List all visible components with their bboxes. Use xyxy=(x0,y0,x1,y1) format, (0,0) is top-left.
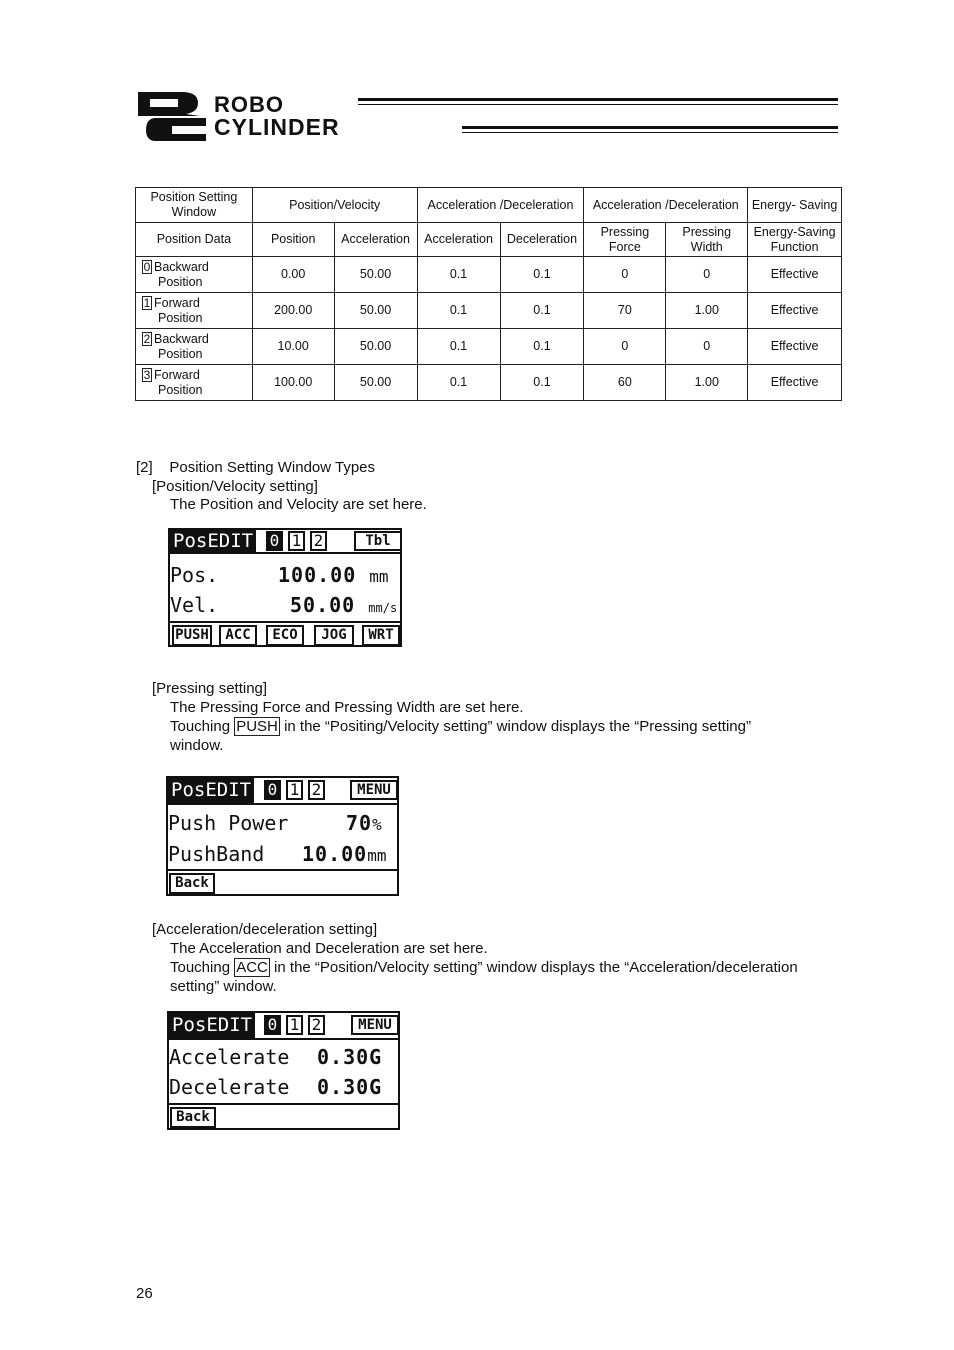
push-band-label: PushBand xyxy=(168,842,265,866)
table-cell: 50.00 xyxy=(334,257,417,293)
table-cell: 0.1 xyxy=(500,293,584,329)
table-cell: Effective xyxy=(748,365,842,401)
section-heading: [2] Position Setting Window Types xyxy=(136,459,376,476)
position-name: Backward xyxy=(154,259,209,274)
table-cell: 1.00 xyxy=(666,293,748,329)
screen-title-bar xyxy=(170,530,400,554)
table-header-cell: Acceleration xyxy=(417,223,500,257)
table-cell: 50.00 xyxy=(334,329,417,365)
back-button[interactable]: Back xyxy=(169,873,215,894)
push-setting-description: The Pressing Force and Pressing Width are set here. xyxy=(170,699,524,716)
pressing-setting-screen xyxy=(166,776,399,896)
push-button[interactable]: PUSH xyxy=(172,625,212,646)
table-header-cell: Deceleration xyxy=(500,223,584,257)
position-number-0[interactable]: 0 xyxy=(264,1015,281,1035)
acceleration-setting-screen xyxy=(167,1011,400,1130)
table-cell: 0.1 xyxy=(500,257,584,293)
screen-title-bar xyxy=(169,1013,398,1040)
position-name-cell xyxy=(136,329,253,365)
header-rule xyxy=(462,126,838,129)
table-cell: 100.00 xyxy=(252,365,334,401)
accelerate-label: Accelerate xyxy=(169,1045,290,1069)
push-key-label: PUSH xyxy=(236,718,278,735)
table-header-cell: Position Setting Window xyxy=(136,188,253,223)
table-row xyxy=(136,293,842,329)
push-power-label: Push Power xyxy=(168,811,289,835)
table-cell: 60 xyxy=(584,365,666,401)
velocity-label: Vel. xyxy=(170,593,219,617)
position-name-line2: Position xyxy=(158,274,203,289)
table-header-row xyxy=(136,223,842,257)
push-touch-instruction-line2: window. xyxy=(170,737,224,754)
table-header-cell: Position Data xyxy=(136,223,253,257)
table-cell: Effective xyxy=(748,257,842,293)
table-header-row xyxy=(136,188,842,223)
table-header-cell: Acceleration /Deceleration xyxy=(417,188,584,223)
eco-button[interactable]: ECO xyxy=(266,625,304,646)
decelerate-label: Decelerate xyxy=(169,1075,290,1099)
position-number-2[interactable]: 2 xyxy=(310,531,327,551)
push-power-value[interactable]: 70% xyxy=(346,811,382,835)
position-number-2[interactable]: 2 xyxy=(308,780,325,800)
logo-word-robo: ROBO xyxy=(214,92,284,117)
acc-key-label: ACC xyxy=(236,959,268,976)
table-cell: 0 xyxy=(584,329,666,365)
footer-bar xyxy=(169,1103,398,1130)
position-name-line2: Position xyxy=(158,346,203,361)
position-index-box: 1 xyxy=(143,295,151,310)
page-number: 26 xyxy=(136,1285,153,1302)
header-rule xyxy=(462,132,838,133)
table-header-cell: Position xyxy=(252,223,334,257)
table-cell: 10.00 xyxy=(252,329,334,365)
position-name: Forward xyxy=(154,367,200,382)
menu-button[interactable]: MENU xyxy=(350,780,398,800)
screen-title: PosEDIT xyxy=(168,778,254,803)
push-touch-instruction: Touching PUSH in the “Positing/Velocity setting” window displays the “Pressing setting” xyxy=(170,718,751,735)
position-index-box: 3 xyxy=(143,367,151,382)
decelerate-value[interactable]: 0.30G xyxy=(317,1075,383,1099)
position-number-2[interactable]: 2 xyxy=(308,1015,325,1035)
pv-setting-description: The Position and Velocity are set here. xyxy=(170,496,427,513)
header-rule xyxy=(358,98,838,101)
position-data-table xyxy=(135,187,842,401)
table-cell: 0 xyxy=(666,329,748,365)
screen-title: PosEDIT xyxy=(169,1013,255,1038)
pos-velocity-screen xyxy=(168,528,402,647)
table-cell: Effective xyxy=(748,293,842,329)
table-header-cell: Energy-Saving Function xyxy=(748,223,842,257)
position-number-0[interactable]: 0 xyxy=(264,780,281,800)
table-cell: 0.1 xyxy=(500,365,584,401)
acc-setting-title: [Acceleration/deceleration setting] xyxy=(152,921,378,938)
table-header-cell: Energy- Saving xyxy=(748,188,842,223)
logo-word-cylinder: CYLINDER xyxy=(214,114,340,140)
table-cell: 1.00 xyxy=(666,365,748,401)
acc-button[interactable]: ACC xyxy=(219,625,257,646)
position-index-box: 2 xyxy=(143,331,151,346)
table-row xyxy=(136,365,842,401)
table-header-cell: Pressing Width xyxy=(666,223,748,257)
position-name-line2: Position xyxy=(158,382,203,397)
table-cell: 50.00 xyxy=(334,365,417,401)
tbl-button[interactable]: Tbl xyxy=(354,531,402,551)
table-header-cell: Pressing Force xyxy=(584,223,666,257)
table-cell: 0.1 xyxy=(417,365,500,401)
position-name: Backward xyxy=(154,331,209,346)
screen-title-bar xyxy=(168,778,397,805)
position-name: Forward xyxy=(154,295,200,310)
table-cell: 0.00 xyxy=(252,257,334,293)
table-row xyxy=(136,257,842,293)
position-name-cell xyxy=(136,293,253,329)
table-cell: 70 xyxy=(584,293,666,329)
footer-bar xyxy=(168,869,397,896)
position-name-cell xyxy=(136,257,253,293)
screen-title: PosEDIT xyxy=(170,530,256,552)
table-cell: 0 xyxy=(666,257,748,293)
position-number-0[interactable]: 0 xyxy=(266,531,283,551)
table-row xyxy=(136,329,842,365)
robo-cylinder-logo xyxy=(136,90,841,142)
position-name-cell xyxy=(136,365,253,401)
function-button-bar xyxy=(170,621,400,647)
menu-button[interactable]: MENU xyxy=(351,1015,399,1035)
position-index-box: 0 xyxy=(143,259,151,274)
table-header-cell: Acceleration /Deceleration xyxy=(584,188,748,223)
position-value[interactable]: 100.00 mm xyxy=(278,563,389,587)
back-button[interactable]: Back xyxy=(170,1107,216,1128)
header-rule xyxy=(358,104,838,105)
jog-button[interactable]: JOG xyxy=(314,625,354,646)
wrt-button[interactable]: WRT xyxy=(362,625,400,646)
position-number-1[interactable]: 1 xyxy=(288,531,305,551)
table-cell: 200.00 xyxy=(252,293,334,329)
push-band-value[interactable]: 10.00mm xyxy=(302,842,387,866)
table-cell: 0.1 xyxy=(417,293,500,329)
velocity-value[interactable]: 50.00 mm/s xyxy=(290,593,398,617)
acc-touch-instruction-line2: setting” window. xyxy=(170,978,277,995)
acc-touch-instruction: Touching ACC in the “Position/Velocity setting” window displays the “Acceleration/deceleration xyxy=(170,959,798,976)
table-cell: 0.1 xyxy=(417,257,500,293)
position-number-1[interactable]: 1 xyxy=(286,1015,303,1035)
table-cell: 0.1 xyxy=(500,329,584,365)
pv-setting-title: [Position/Velocity setting] xyxy=(152,478,318,495)
table-cell: 0 xyxy=(584,257,666,293)
accelerate-value[interactable]: 0.30G xyxy=(317,1045,383,1069)
table-cell: Effective xyxy=(748,329,842,365)
acc-setting-description: The Acceleration and Deceleration are set here. xyxy=(170,940,488,957)
rc-logo-icon xyxy=(136,90,208,142)
position-name-line2: Position xyxy=(158,310,203,325)
position-label: Pos. xyxy=(170,563,219,587)
push-setting-title: [Pressing setting] xyxy=(152,680,268,697)
position-number-1[interactable]: 1 xyxy=(286,780,303,800)
table-cell: 0.1 xyxy=(417,329,500,365)
table-header-cell: Acceleration xyxy=(334,223,417,257)
table-header-cell: Position/Velocity xyxy=(252,188,417,223)
table-cell: 50.00 xyxy=(334,293,417,329)
